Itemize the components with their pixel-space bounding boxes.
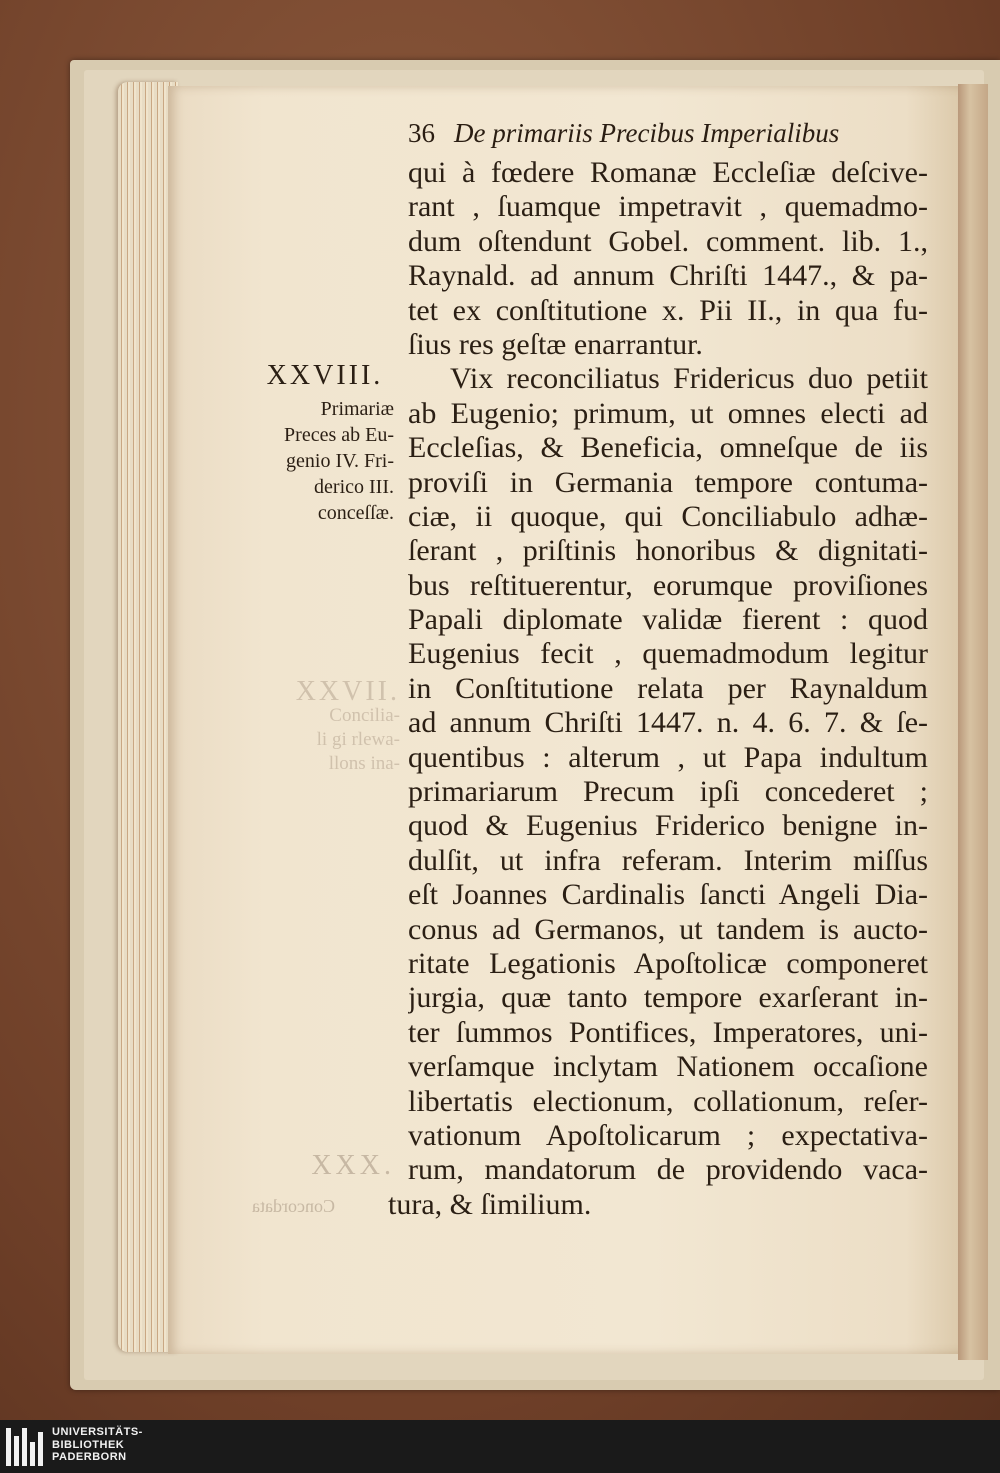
body-line: libertatis electionum, collationum, reſer- — [408, 1084, 928, 1118]
bleed-through-number: XXVII. — [295, 676, 400, 707]
body-line: in Conſtitutione relata per Raynaldum — [408, 671, 928, 705]
body-line: rant , ſuamque impetravit , quemadmo- — [408, 190, 928, 224]
bleed-through-line: Concilia- — [329, 705, 400, 726]
body-line: eſt Joannes Cardinalis ſancti Angeli Dia- — [408, 878, 928, 912]
body-line: dum oſtendunt Gobel. comment. lib. 1., — [408, 224, 928, 258]
page-gutter — [958, 84, 988, 1360]
body-line: proviſi in Germania tempore contuma- — [408, 465, 928, 499]
body-line: verſamque inclytam Nationem occaſione — [408, 1050, 928, 1084]
running-header — [408, 118, 908, 149]
margin-note-line: Preces ab Eu- — [284, 424, 394, 446]
bleed-through-xxx: XXX. — [311, 1150, 395, 1181]
body-line: dulſit, ut infra referam. Interim miſſus — [408, 843, 928, 877]
body-line: ſius res geſtæ enarrantur. — [408, 327, 703, 361]
body-line: quod & Eugenius Friderico benigne in- — [408, 809, 928, 843]
body-line: bus reſtituerentur, eorumque proviſiones — [408, 568, 928, 602]
body-line: ter ſummos Pontifices, Imperatores, uni- — [408, 1015, 928, 1049]
body-line: Papali diplomate validæ fierent : quod — [408, 603, 928, 637]
body-line: Eugenius fecit , quemadmodum legitur — [408, 637, 928, 671]
body-line: vationum Apoſtolicarum ; expectativa- — [408, 1118, 928, 1152]
body-line: ritate Legationis Apoſtolicæ componeret — [408, 946, 928, 980]
logo-line: BIBLIOTHEK — [52, 1438, 125, 1451]
body-line: Raynald. ad annum Chriſti 1447., & pa- — [408, 259, 928, 293]
body-line: Vix reconciliatus Fridericus duo petiit — [450, 362, 928, 396]
margin-note-line: genio IV. Fri- — [286, 450, 394, 472]
body-line: jurgia, quæ tanto tempore exarſerant in- — [408, 981, 928, 1015]
bleed-through-line: llons ina- — [328, 753, 400, 774]
body-line: tet ex conſtitutione x. Pii II., in qua fu- — [408, 293, 928, 327]
running-title: De primariis Precibus Imperialibus — [454, 118, 840, 148]
bleed-through-line: li gi rlewa- — [316, 729, 400, 750]
library-footer — [0, 1420, 1000, 1473]
margin-note-number: XXVIII. — [266, 360, 384, 391]
margin-note-line: derico III. — [314, 476, 394, 498]
body-text — [388, 156, 928, 1222]
body-line: ſerant , priſtinis honoribus & dignitati- — [408, 534, 928, 568]
body-line: quentibus : alterum , ut Papa indultum — [408, 740, 928, 774]
bleed-through-word: Concordata — [252, 1196, 335, 1216]
page-number: 36 — [408, 118, 435, 148]
margin-note — [250, 360, 400, 526]
bleed-through-note — [250, 676, 400, 776]
logo-line: UNIVERSITÄTS- — [52, 1426, 143, 1438]
library-logo-text — [52, 1426, 143, 1464]
body-line: ad annum Chriſti 1447. n. 4. 6. 7. & ſe- — [408, 706, 928, 740]
body-line: ab Eugenio; primum, ut omnes electi ad — [408, 396, 928, 430]
logo-line: PADERBORN — [52, 1451, 127, 1463]
body-line: Eccleſias, & Beneficia, omneſque de iis — [408, 431, 928, 465]
body-line: qui à fœdere Romanæ Eccleſiæ deſcive- — [408, 156, 928, 189]
body-line: rum, mandatorum de providendo vaca- — [408, 1153, 928, 1187]
margin-note-line: conceſſæ. — [317, 502, 394, 524]
library-logo-icon — [6, 1428, 46, 1466]
body-line: conus ad Germanos, ut tandem is aucto- — [408, 912, 928, 946]
margin-note-line: Primariæ — [320, 398, 394, 420]
body-line: tura, & ſimilium. — [388, 1187, 592, 1221]
body-line: ciæ, ii quoque, qui Conciliabulo adhæ- — [408, 499, 928, 533]
body-line: primariarum Precum ipſi concederet ; — [408, 775, 928, 809]
